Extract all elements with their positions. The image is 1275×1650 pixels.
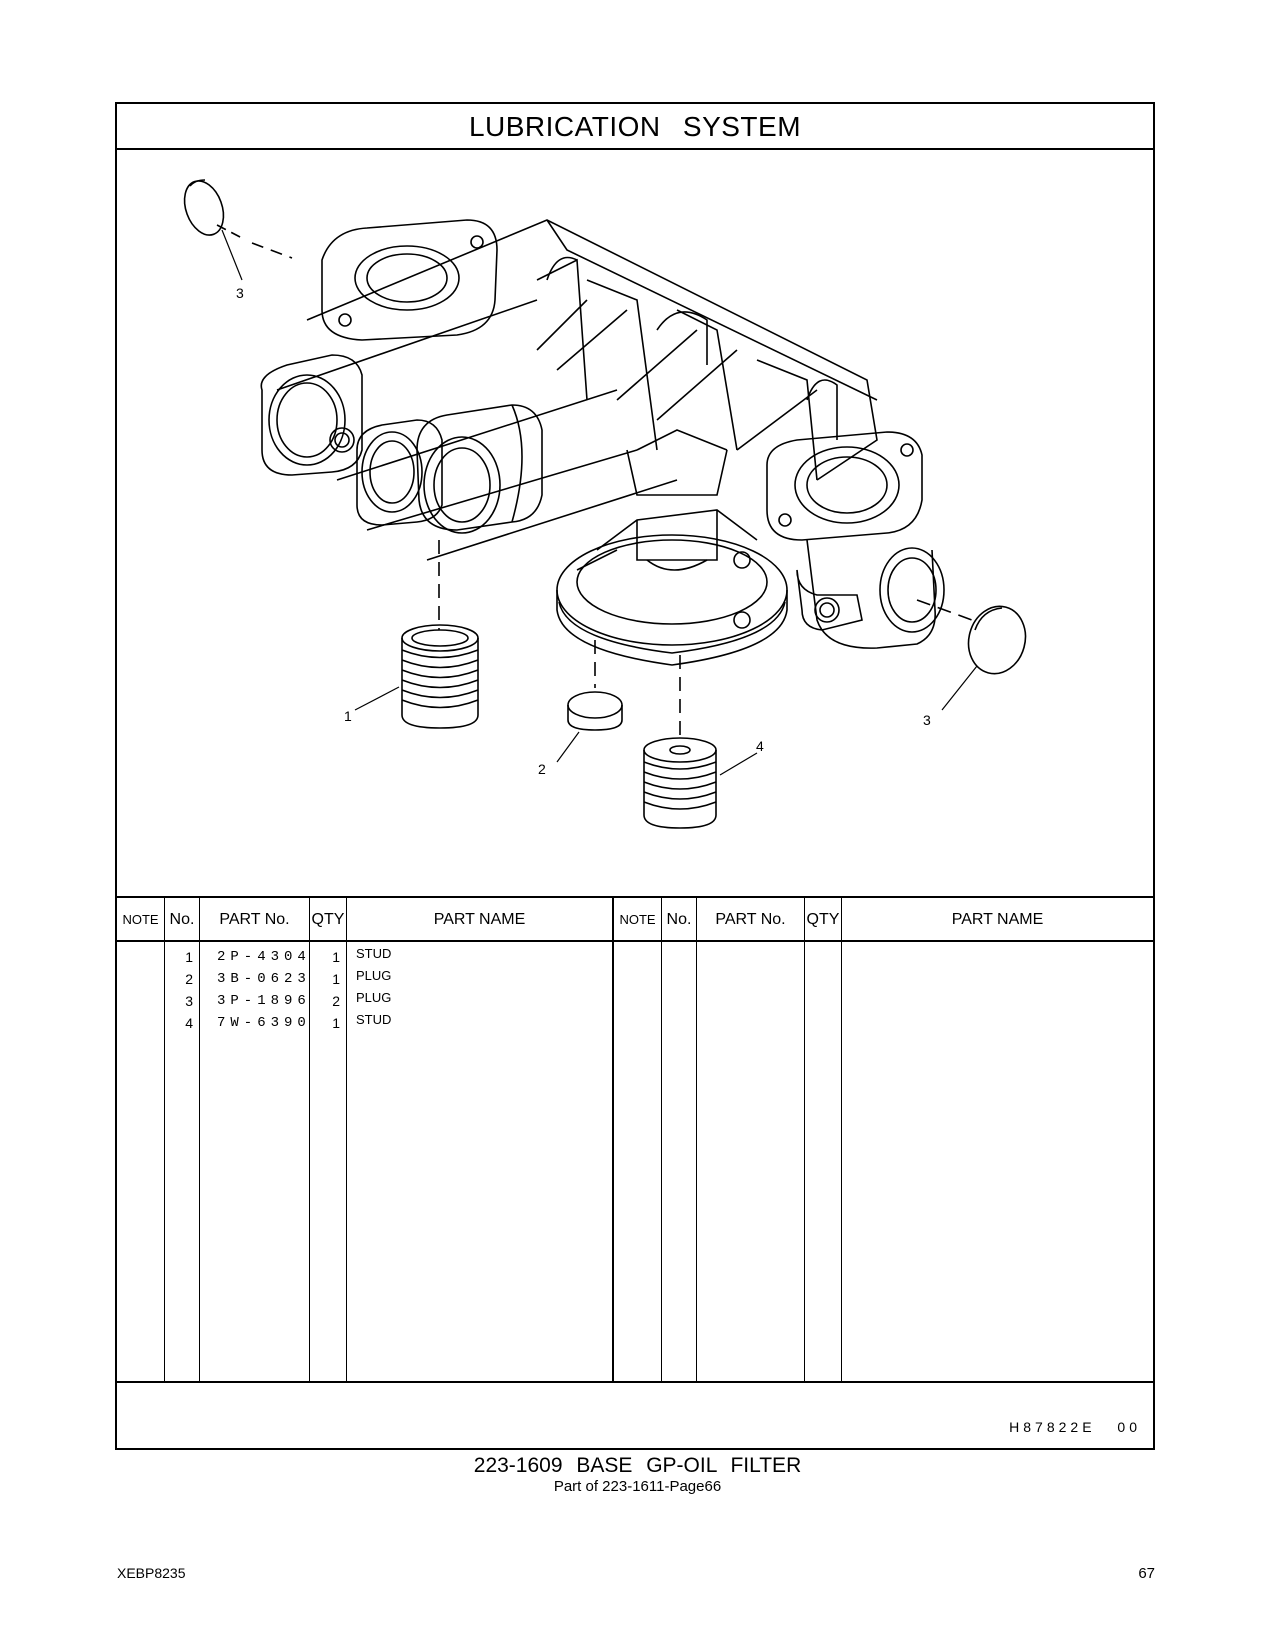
header-part-no-2: PART No.	[715, 911, 786, 928]
callout-3-right: 3	[923, 712, 931, 728]
table-divider	[346, 898, 347, 1381]
row-4-qty: 1	[332, 1015, 340, 1031]
header-qty: QTY	[311, 911, 345, 928]
table-divider	[841, 898, 842, 1381]
callout-1: 1	[344, 708, 352, 724]
row-3-part-no: 3P-1896	[217, 993, 311, 1009]
callout-3-upper: 3	[236, 285, 244, 301]
table-divider	[804, 898, 805, 1381]
header-part-no: PART No.	[219, 911, 290, 928]
row-4-part-name: STUD	[356, 1012, 392, 1027]
parts-diagram	[117, 150, 1153, 896]
table-divider	[696, 898, 697, 1381]
table-divider	[661, 898, 662, 1381]
parts-table	[117, 896, 1153, 1381]
row-2-no: 2	[185, 971, 193, 987]
callout-2: 2	[538, 761, 546, 777]
document-id: XEBP8235	[117, 1565, 186, 1581]
header-qty-2: QTY	[806, 911, 840, 928]
header-no-2: No.	[666, 911, 692, 928]
table-divider	[612, 898, 614, 1381]
table-divider	[199, 898, 200, 1381]
callout-4: 4	[756, 738, 764, 754]
section-title: LUBRICATION SYSTEM	[117, 104, 1153, 150]
row-1-part-no: 2P-4304	[217, 949, 311, 965]
header-part-name: PART NAME	[433, 911, 526, 928]
illustration-code: H87822E 00	[1009, 1419, 1141, 1435]
stud-1-part	[355, 540, 478, 728]
header-note: NOTE	[122, 912, 159, 927]
page-frame	[115, 102, 1155, 1450]
oil-filter-base-illustration	[261, 220, 944, 665]
row-3-no: 3	[185, 993, 193, 1009]
row-4-no: 4	[185, 1015, 193, 1031]
group-subtitle: Part of 223-1611-Page66	[553, 1478, 722, 1495]
row-1-part-name: STUD	[356, 946, 392, 961]
plug-3-upper-part	[178, 176, 292, 280]
header-note-2: NOTE	[619, 912, 656, 927]
row-2-qty: 1	[332, 971, 340, 987]
row-1-no: 1	[185, 949, 193, 965]
stud-4-part	[644, 655, 757, 828]
plug-2-part	[557, 640, 622, 762]
header-part-name-2: PART NAME	[951, 911, 1044, 928]
page-number: 67	[1138, 1565, 1155, 1582]
row-2-part-no: 3B-0623	[217, 971, 311, 987]
row-3-part-name: PLUG	[356, 990, 392, 1005]
header-no: No.	[169, 911, 195, 928]
row-1-qty: 1	[332, 949, 340, 965]
table-footer	[117, 1381, 1153, 1448]
group-title: 223-1609 BASE GP-OIL FILTER	[473, 1454, 802, 1477]
row-4-part-no: 7W-6390	[217, 1015, 311, 1031]
row-2-part-name: PLUG	[356, 968, 392, 983]
row-3-qty: 2	[332, 993, 340, 1009]
